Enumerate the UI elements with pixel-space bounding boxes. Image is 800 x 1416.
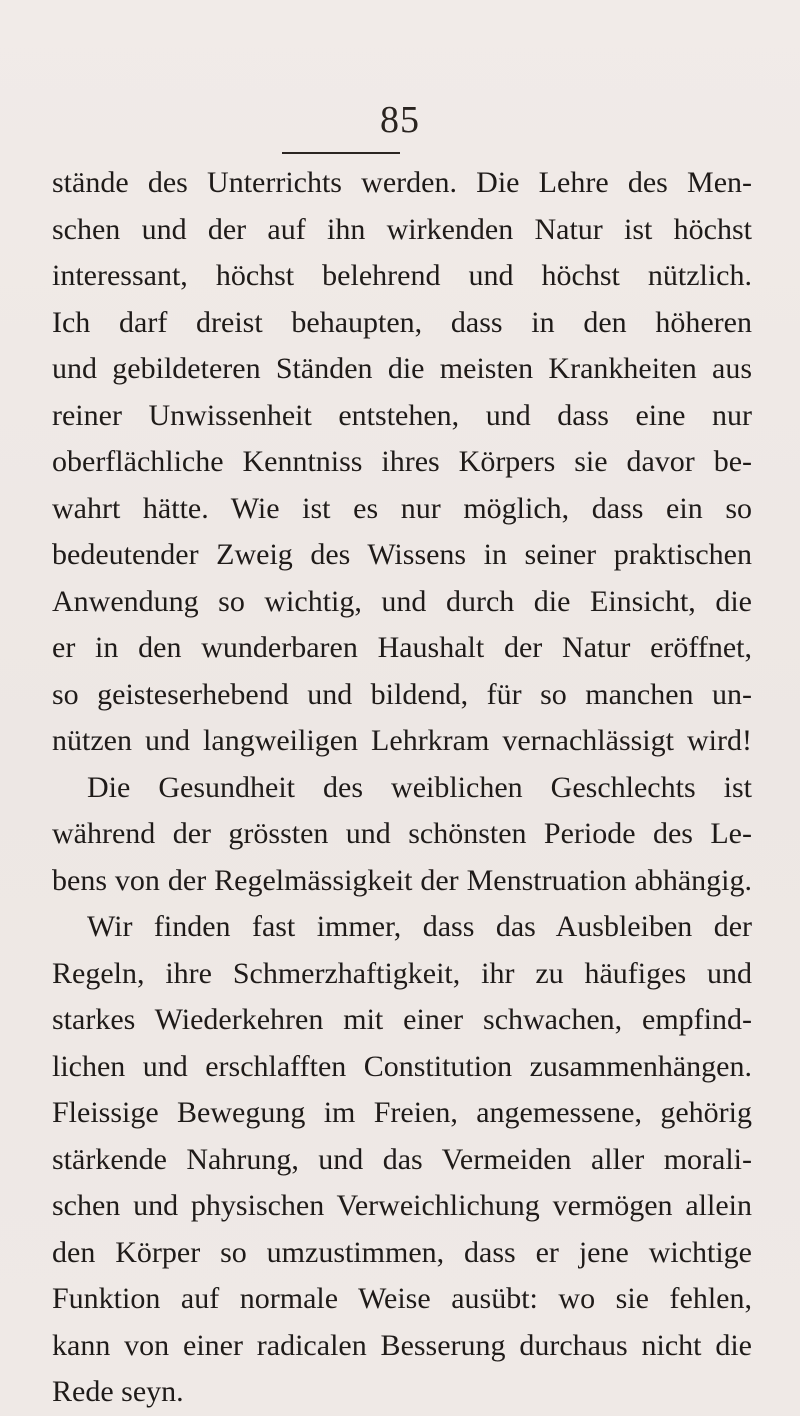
text-line: Fleissige Bewegung im Freien, angemessene, gehörig [52,1096,752,1129]
text-line: interessant, höchst belehrend und höchst nützlich. [52,259,752,292]
text-line: bedeutender Zweig des Wissens in seiner praktischen [52,538,752,571]
text-line: kann von einer radicalen Besserung durchaus nicht die [52,1328,752,1362]
text-line: schen und der auf ihn wirkenden Natur ist höchst [52,212,752,246]
text-line: er in den wunderbaren Haushalt der Natur eröffnet, [52,631,752,664]
text-line: Ich darf dreist behaupten, dass in den höheren [52,305,752,339]
text-line: stärkende Nahrung, und das Vermeiden aller morali- [52,1142,752,1176]
text-line: Regeln, ihre Schmerzhaftigkeit, ihr zu häufiges und [52,956,752,990]
text-line: Anwendung so wichtig, und durch die Einsicht, die [52,584,752,618]
page-number: 85 [380,99,420,141]
text-line: Rede seyn. [52,1375,184,1408]
text-line: bens von der Regelmässigkeit der Menstruation abhängig. [52,863,752,897]
text-line: nützen und langweiligen Lehrkram vernachlässigt wird! [52,724,752,757]
header-rule [282,152,400,154]
text-line: so geisteserhebend und bildend, für so manchen un- [52,677,752,711]
text-line: oberflächliche Kenntniss ihres Körpers sie davor be- [52,445,752,478]
text-line: reiner Unwissenheit entstehen, und dass eine nur [52,398,752,432]
text-line: Wir finden fast immer, dass das Ausbleiben der [87,910,752,943]
text-line: während der grössten und schönsten Periode des Le- [52,817,752,850]
text-line: Die Gesundheit des weiblichen Geschlechts ist [87,770,752,804]
text-line: wahrt hätte. Wie ist es nur möglich, dass ein so [52,491,752,525]
text-line: stände des Unterrichts werden. Die Lehre des Men- [52,166,752,199]
text-line: schen und physischen Verweichlichung vermögen allein [52,1189,752,1222]
text-line: und gebildeteren Ständen die meisten Krankheiten aus [52,352,752,385]
text-line: den Körper so umzustimmen, dass er jene wichtige [52,1235,752,1269]
text-line: starkes Wiederkehren mit einer schwachen, empfind- [52,1003,752,1036]
text-line: Funktion auf normale Weise ausübt: wo sie fehlen, [52,1282,752,1315]
body-text [52,160,752,1416]
text-line: lichen und erschlafften Constitution zusammenhängen. [52,1049,752,1083]
